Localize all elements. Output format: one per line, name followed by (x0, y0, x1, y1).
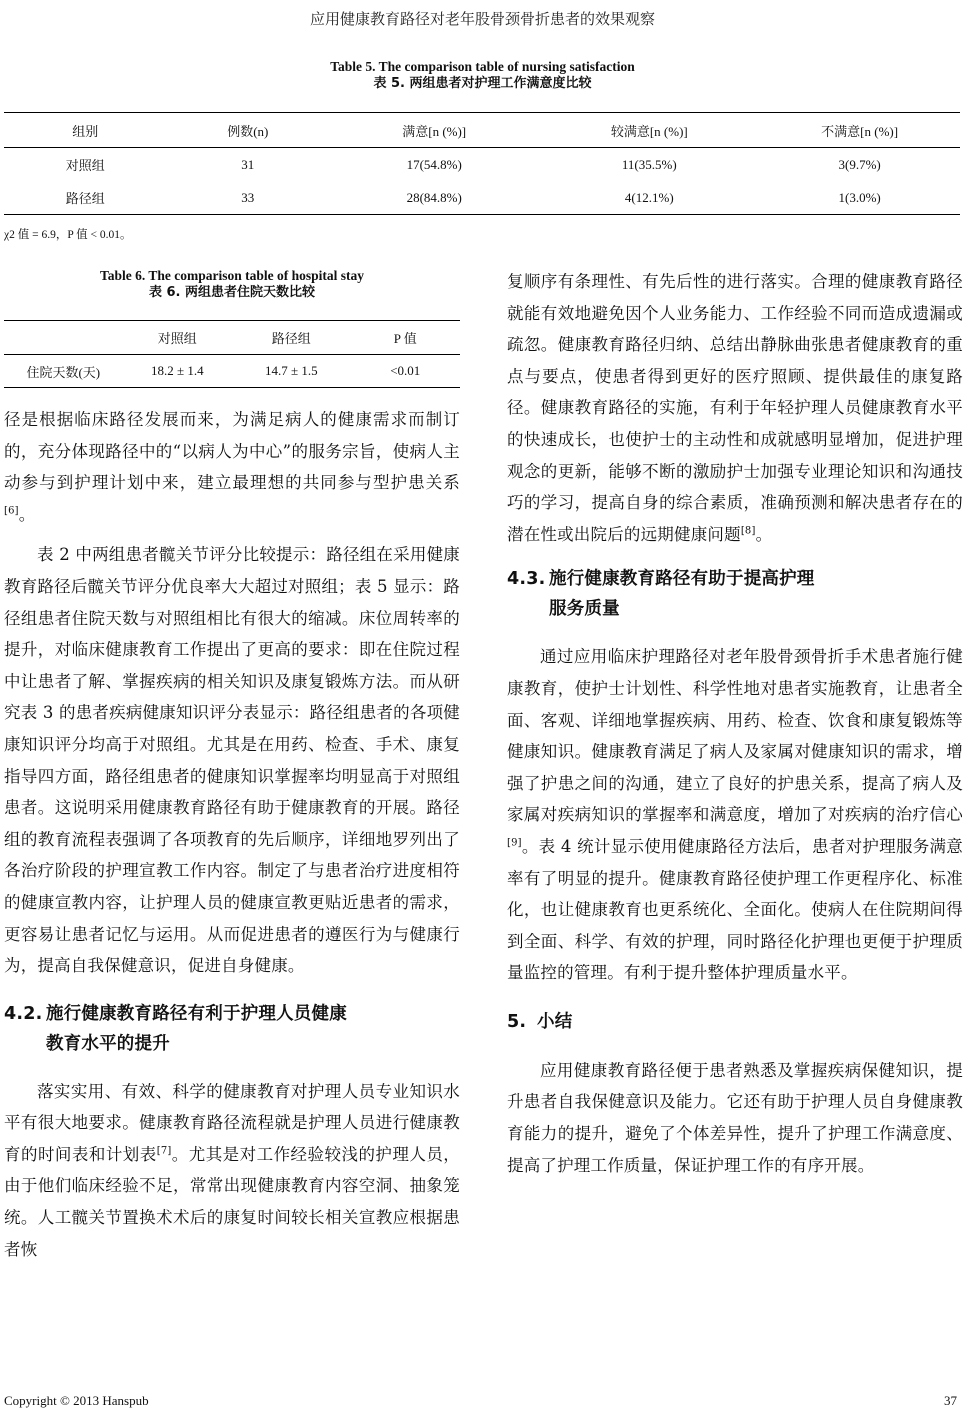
section-title: 教育水平的提升 (46, 1033, 170, 1054)
section-title: 服务质量 (549, 599, 620, 620)
left-column (4, 404, 460, 1265)
paragraph (507, 641, 963, 989)
page-number: 37 (944, 1393, 957, 1408)
footer-copyright: Copyright © 2013 Hanspub (4, 1393, 149, 1408)
section-heading-5 (507, 1007, 963, 1037)
table-cell: 路径组 (65, 191, 105, 206)
table5-caption-en: Table 5. The comparison table of nursing satisfaction (330, 59, 635, 74)
section-number: 4.2. (4, 1003, 43, 1024)
table-cell: 18.2 ± 1.4 (150, 363, 204, 378)
table6-header-row (4, 321, 460, 355)
table-cell: 对照组 (65, 158, 105, 173)
section-number: 5. (507, 1011, 527, 1032)
table-cell: 14.7 ± 1.5 (264, 363, 318, 378)
paragraph (507, 266, 963, 550)
table6-header-cell: P 值 (351, 321, 460, 355)
paragraph-text: 。 (18, 504, 36, 524)
table-row (4, 181, 960, 215)
table5-header-cell: 不满意[n (%)] (759, 113, 960, 148)
table-cell: 28(84.8%) (406, 189, 462, 205)
table5-note: χ2 值 = 6.9，P 值 < 0.01。 (4, 229, 132, 241)
section-title: 小结 (537, 1011, 573, 1032)
table5-header-cell: 组别 (4, 113, 167, 148)
paragraph-text: 落实实用、有效、科学的健康教育对护理人员专业知识水平有很大地要求。健康教育路径流程就是护理人员进行健康教育的时间表和计划表 (4, 1081, 460, 1164)
table-cell: 3(9.7%) (838, 156, 881, 172)
citation: [7] (156, 1145, 172, 1157)
paragraph (4, 404, 460, 530)
table-cell: <0.01 (390, 363, 421, 378)
table-cell: 1(3.0%) (838, 189, 881, 205)
right-column (507, 266, 963, 1181)
table6-header-cell (4, 321, 123, 355)
table-row (4, 355, 460, 388)
table6-caption-zh: 表 6. 两组患者住院天数比较 (148, 285, 316, 300)
table-cell: 31 (241, 156, 255, 172)
table5-header-cell: 较满意[n (%)] (539, 113, 759, 148)
table5-header-cell: 满意[n (%)] (329, 113, 539, 148)
table6-hospital-stay (4, 320, 460, 388)
table5-nursing-satisfaction (4, 112, 960, 215)
table-row (4, 148, 960, 182)
paragraph: 应用健康教育路径便于患者熟悉及掌握疾病保健知识，提升患者自我保健意识及能力。它还有助于护理人员自身健康教育能力的提升，避免了个体差异性，提升了护理工作满意度、提高了护理工作质量，保证护理工作的有序开展。 (507, 1060, 963, 1175)
running-header: 应用健康教育路径对老年股骨颈骨折患者的效果观察 (309, 10, 655, 28)
paragraph-text: 复顺序有条理性、有先后性的进行落实。合理的健康教育路径就能有效地避免因个人业务能力、工作经验不同而造成遗漏或疏忽。健康教育路径归纳、总结出静脉曲张患者健康教育的重点与要点，使患者得到更好的医疗照顾、提供最佳的康复路径。健康教育路径的实施，有利于年轻护理人员健康教育水平的快速成长，也使护士的主动性和成就感明显增加，促进护理观念的更新，能够不断的激励护士加强专业理论知识和沟通技巧的学习，提高自身的综合素质，准确预测和解决患者存在的潜在性或出院后的远期健康问题 (507, 272, 963, 544)
paragraph-text: 通过应用临床护理路径对老年股骨颈骨折手术患者施行健康教育，使护士计划性、科学性地对患者实施教育，让患者全面、客观、详细地掌握疾病、用药、检查、饮食和康复锻炼等健康知识。健康教育满足了病人及家属对健康知识的需求，增强了护患之间的沟通，建立了良好的护患关系，提高了病人及家属对疾病知识的掌握率和满意度，增加了对疾病的治疗信心 (507, 647, 963, 825)
table6-header-cell: 对照组 (123, 321, 232, 355)
table5-caption-zh: 表 5. 两组患者对护理工作满意度比较 (373, 76, 592, 91)
table6-caption-en: Table 6. The comparison table of hospital stay (99, 268, 365, 283)
paragraph: 表 2 中两组患者髋关节评分比较提示：路径组在采用健康教育路径后髋关节评分优良率大大超过对照组；表 5 显示：路径组患者住院天数与对照组相比有很大的缩减。床位周转率的提升，对临床健康教育工作提出了更高的要求：即在住院过程中让患者了解、掌握疾病的相关知识及康复锻炼方法。而从研究表 3 的患者疾病健康知识评分表显示：路径组患者的各项健康知识评分均高于对照组。尤其是在用药、检查、手术、康复指导四方面，路径组患者的健康知识掌握率均明显高于对照组患者。这说明采用健康教育路径有助于健康教育的开展。路径组的教育流程表强调了各项教育的先后顺序，详细地罗列出了各治疗阶段的护理宣教工作内容。制定了与患者治疗进度相符的健康宣教内容，让护理人员的健康宣教更贴近患者的需求，更容易让患者记忆与运用。从而促进患者的遵医行为与健康行为，提高自我保健意识，促进自身健康。 (4, 545, 460, 976)
table-cell: 4(12.1%) (624, 189, 674, 205)
paragraph-text: 。表 4 统计显示使用健康路径方法后，患者对护理服务满意率有了明显的提升。健康教育路径使护理工作更程序化、标准化，也让健康教育也更系统化、全面化。使病人在住院期间得到全面、科学、有效的护理，同时路径化护理也更便于护理质量监控的管理。有利于提升整体护理质量水平。 (507, 836, 963, 983)
table-cell: 11(35.5%) (621, 156, 677, 172)
table5-header-row (4, 113, 960, 148)
table5-header-cell: 例数(n) (167, 113, 330, 148)
citation: [6] (4, 505, 19, 517)
section-heading-4-3 (507, 564, 963, 624)
section-number: 4.3. (507, 569, 546, 590)
section-title: 施行健康教育路径有助于提高护理 (549, 569, 815, 590)
paragraph-text: 。尤其是对工作经验较浅的护理人员，由于他们临床经验不足，常常出现健康教育内容空洞、抽象笼统。人工髋关节置换术术后的康复时间较长相关宣教应根据患者恢 (4, 1144, 460, 1259)
citation: [9] (507, 837, 522, 849)
section-title: 施行健康教育路径有利于护理人员健康 (46, 1003, 347, 1024)
paragraph-text: 径是根据临床路径发展而来，为满足病人的健康需求而制订的，充分体现路径中的“以病人为中心”的服务宗旨，使病人主动参与到护理计划中来，建立最理想的共同参与型护患关系 (4, 410, 460, 493)
table-cell: 17(54.8%) (406, 156, 462, 172)
table-cell: 住院天数(天) (26, 364, 101, 380)
paragraph-text: 。 (755, 524, 773, 544)
table5-caption (0, 58, 965, 92)
paragraph (4, 1076, 460, 1266)
citation: [8] (740, 525, 756, 537)
table6-caption (4, 267, 460, 301)
section-heading-4-2 (4, 999, 460, 1059)
table6-header-cell: 路径组 (232, 321, 351, 355)
table-cell: 33 (241, 189, 255, 205)
